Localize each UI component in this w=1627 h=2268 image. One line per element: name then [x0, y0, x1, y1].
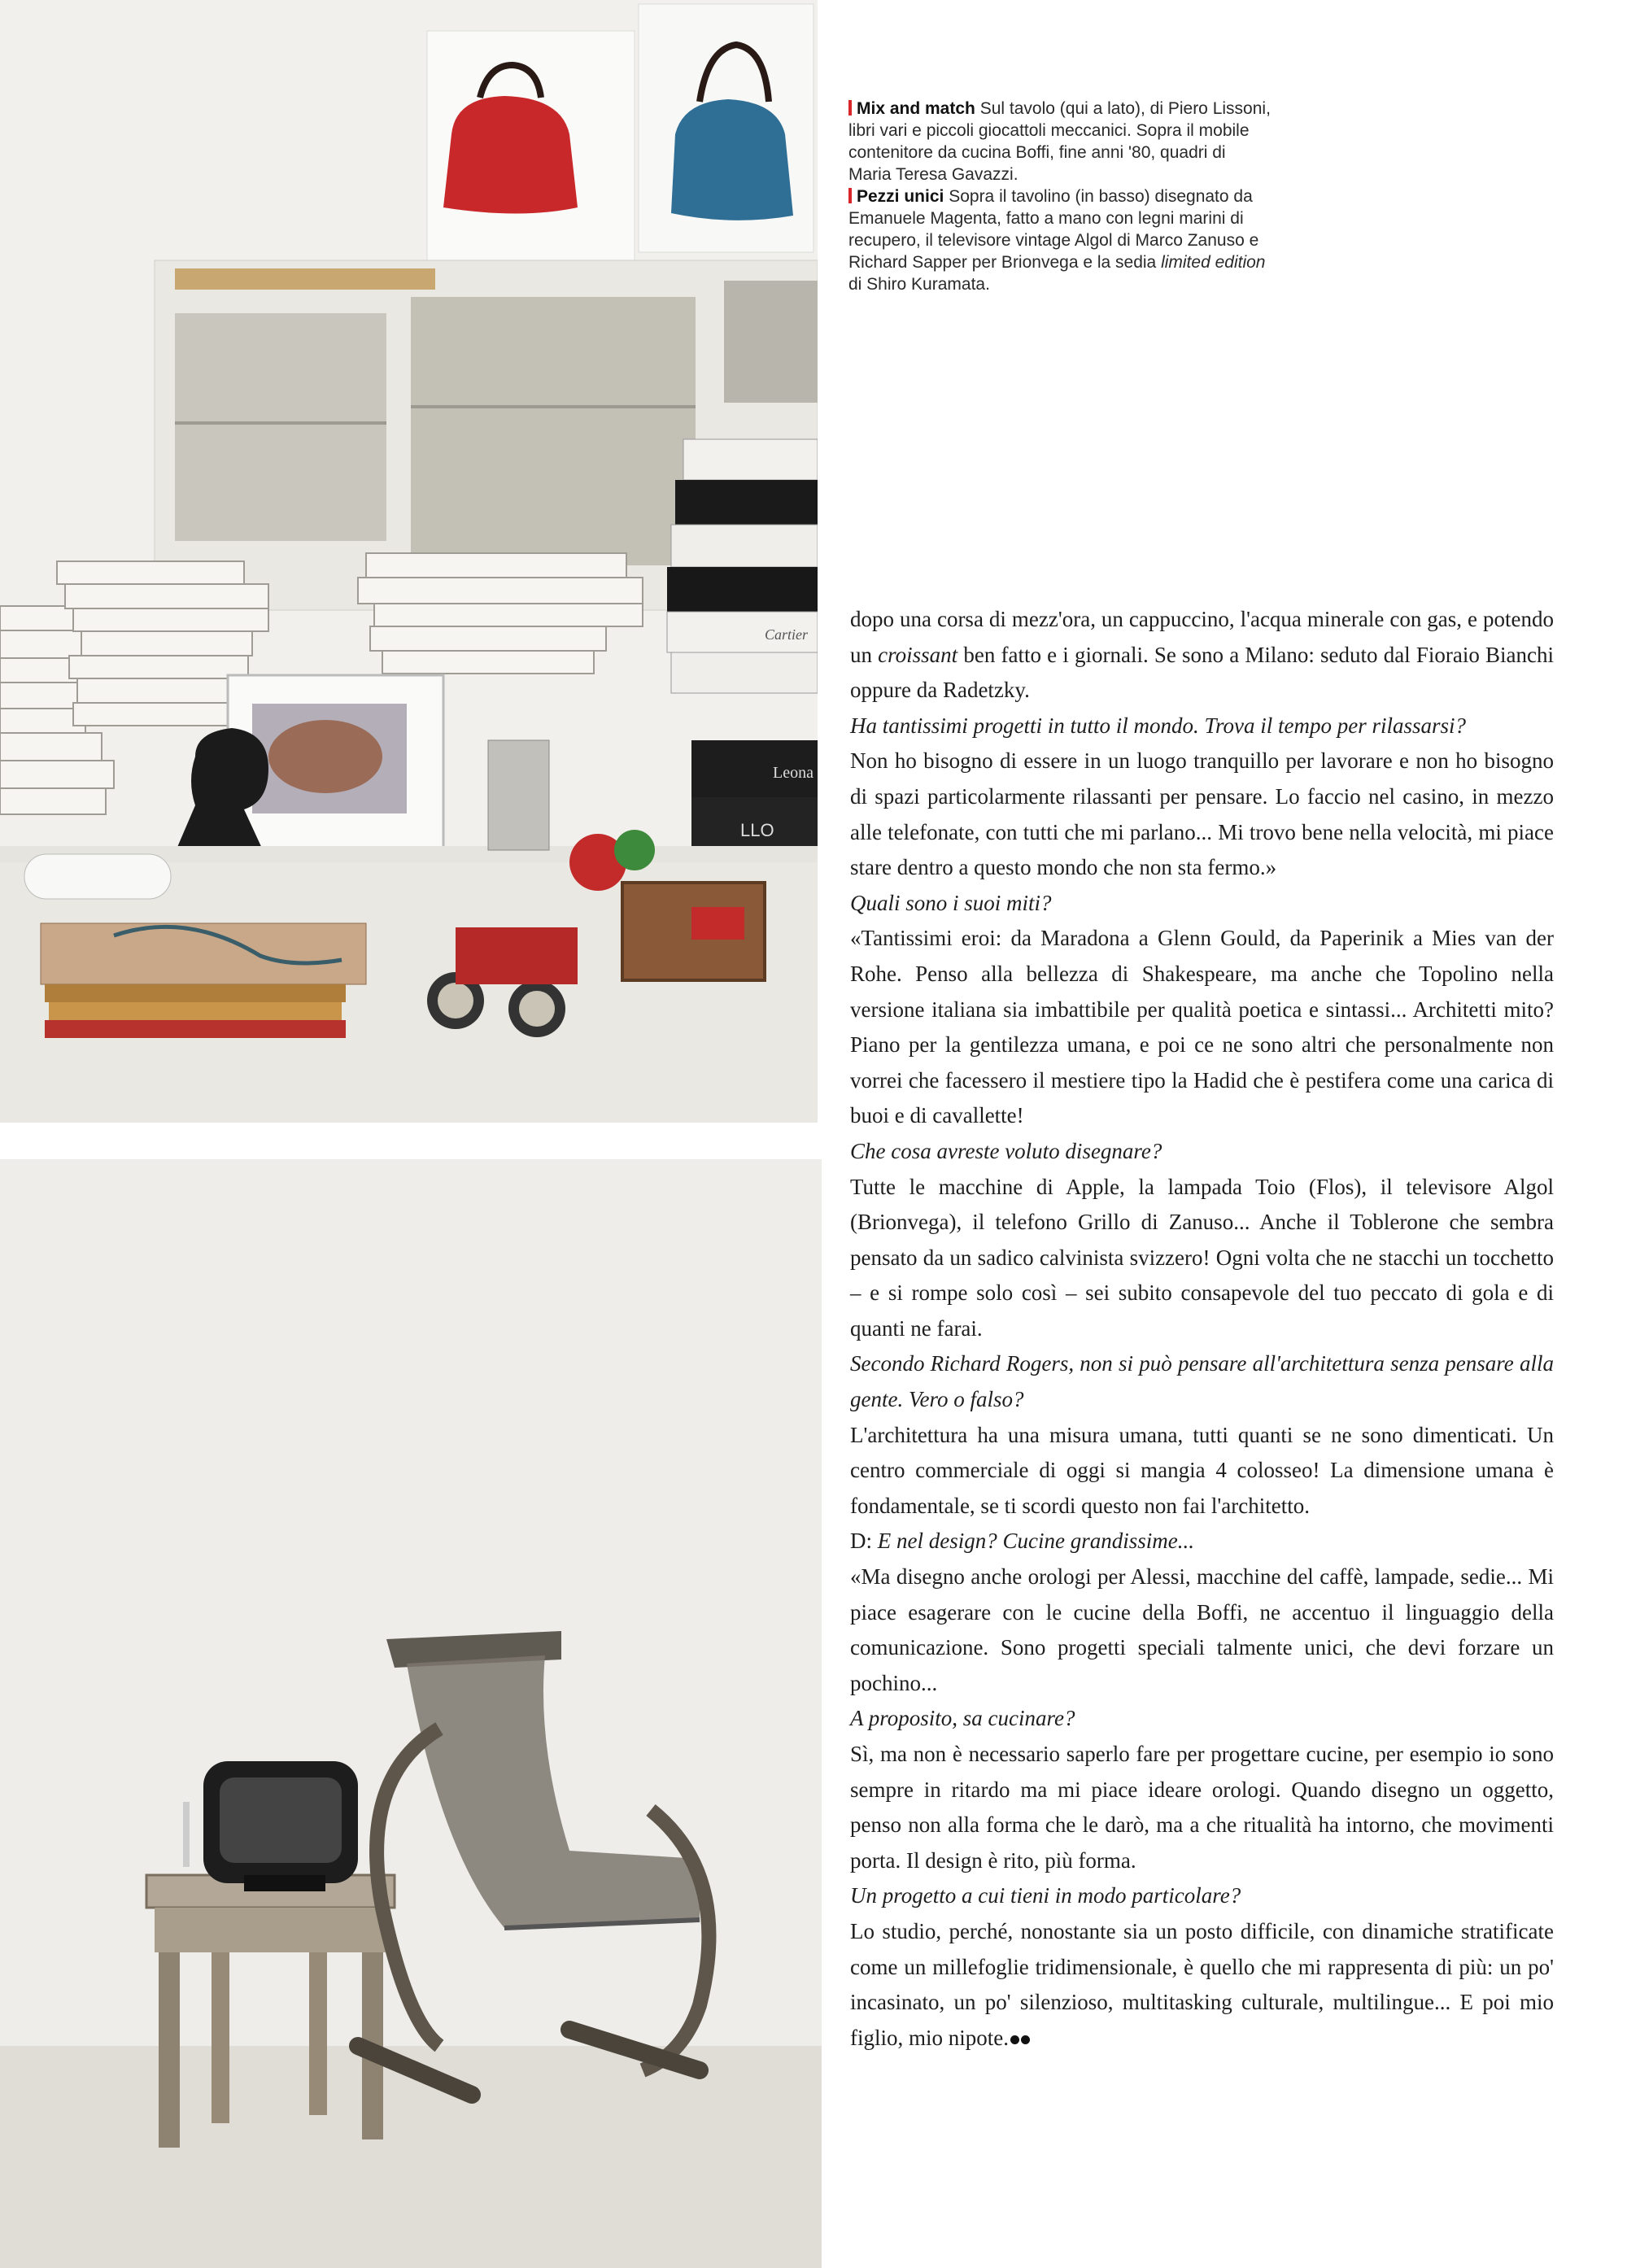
end-mark-dot — [1021, 2035, 1030, 2044]
question: Un progetto a cui tieni in modo particolare? — [850, 1883, 1241, 1908]
caption-text: Sul tavolo (qui a lato), di Piero Lissoni, libri vari e piccoli giocattoli meccanici. Sopra il mobile contenitore da cucina Boffi, fine anni '80, quadri di Maria Teresa Gavazzi. — [848, 99, 1271, 184]
book-label-leona: Leona — [773, 764, 814, 782]
caption-marker — [848, 188, 852, 203]
question-prefix: D: — [850, 1529, 878, 1554]
answer-text: dopo una corsa di mezz'ora, un cappuccino, l'acqua minerale con gas, e potendo un — [850, 607, 1554, 667]
answer-emphasis: croissant — [878, 642, 958, 667]
caption-item-pezzi-unici — [848, 185, 1272, 295]
answer-text: ben fatto e i giornali. Se sono a Milano: seduto dal Fioraio Bianchi oppure da Radetzky. — [850, 642, 1554, 703]
caption-text-emphasis: limited edition — [1161, 253, 1266, 272]
end-mark-dot — [1010, 2035, 1019, 2044]
question: Quali sono i suoi miti? — [850, 890, 1052, 915]
question: Secondo Richard Rogers, non si può pensare all'architettura senza pensare alla gente. Vero o falso? — [850, 1351, 1554, 1412]
question: A proposito, sa cucinare? — [850, 1706, 1075, 1731]
book-label-cartier: Cartier — [765, 626, 809, 643]
answer-paragraph: L'architettura ha una misura umana, tutti quanti se ne sono dimenticati. Un centro commerciale di oggi si mangia 4 colosseo! La dimensione umana è fondamentale, se ti scordi questo non fai l'architetto. — [850, 1422, 1554, 1518]
photo-desk-illustration — [0, 0, 818, 1123]
caption-title: Mix and match — [857, 99, 975, 118]
caption-title: Pezzi unici — [857, 187, 944, 206]
question: Ha tantissimi progetti in tutto il mondo. Trova il tempo per rilassarsi? — [850, 713, 1467, 738]
photo-chair — [0, 1159, 822, 2268]
caption-marker — [848, 100, 852, 116]
answer-text: Lo studio, perché, nonostante sia un posto difficile, con dinamiche stratificate come un millefoglie tridimensionale, è quello che mi rappresenta di più: un po' incasinato, un po' silenzioso, multitasking culturale, multilingue... E poi mio figlio, mio nipote. — [850, 1918, 1554, 2050]
photo-caption — [848, 98, 1272, 295]
photo-chair-illustration — [0, 1159, 822, 2268]
answer-paragraph: Non ho bisogno di essere in un luogo tranquillo per lavorare e non ho bisogno di spazi particolarmente rilassanti per pensare. Lo faccio nel casino, in mezzo alle telefonate, con tutti che mi parlano... Mi trovo bene nella velocità, mi piace stare dentro a questo mondo che non sta fermo.» — [850, 748, 1554, 880]
final-answer-paragraph — [850, 1914, 1554, 2056]
answer-paragraph: «Tantissimi eroi: da Maradona a Glenn Gould, da Paperinik a Mies van der Rohe. Penso alla bellezza di Shakespeare, ma anche che Topolino nella versione italiana sia imbattibile per qualità poetica e sintassi... Architetti mito? Piano per la gentilezza umana, e poi ce ne sono altri che personalmente non vorrei che facessero il mestiere tipo la Hadid che è pestifera come una carica di buoi e di cavallette! — [850, 926, 1554, 1128]
question — [850, 1524, 1554, 1559]
book-label-llo: LLO — [740, 820, 774, 840]
article-body — [850, 602, 1554, 2056]
answer-paragraph — [850, 602, 1554, 709]
caption-text: Sopra il tavolino (in basso) disegnato da Emanuele Magenta, fatto a mano con legni marini di recupero, il televisore vintage Algol di Marco Zanuso e Richard Sapper per Brionvega e la sedia — [848, 187, 1259, 272]
answer-paragraph: Tutte le macchine di Apple, la lampada Toio (Flos), il televisore Algol (Brionvega), il telefono Grillo di Zanuso... Anche il Toblerone che sembra pensato da un sadico calvinista svizzero! Ogni volta che ne stacchi un tocchetto – e si rompe solo così – sei subito consapevole del tuo peccato di gola e di quanti ne farai. — [850, 1174, 1554, 1341]
answer-paragraph: Sì, ma non è necessario saperlo fare per progettare cucine, per esempio io sono sempre in ritardo ma mi piace ideare orologi. Quando disegno un oggetto, penso non alla forma che le darò, ma a che ritualità ha intorno, che movimenti porta. Il design è rito, più forma. — [850, 1742, 1554, 1873]
answer-paragraph: «Ma disegno anche orologi per Alessi, macchine del caffè, lampade, sedie... Mi piace esagerare con le cucine della Boffi, ne accentuo il linguaggio della comunicazione. Sono progetti speciali talmente unici, che devi forzare un pochino... — [850, 1564, 1554, 1695]
photo-desk — [0, 0, 818, 1123]
question: Che cosa avreste voluto disegnare? — [850, 1138, 1162, 1163]
caption-item-mix-and-match — [848, 98, 1272, 185]
question-text: E nel design? Cucine grandissime... — [877, 1529, 1194, 1554]
caption-text: di Shiro Kuramata. — [848, 275, 990, 294]
